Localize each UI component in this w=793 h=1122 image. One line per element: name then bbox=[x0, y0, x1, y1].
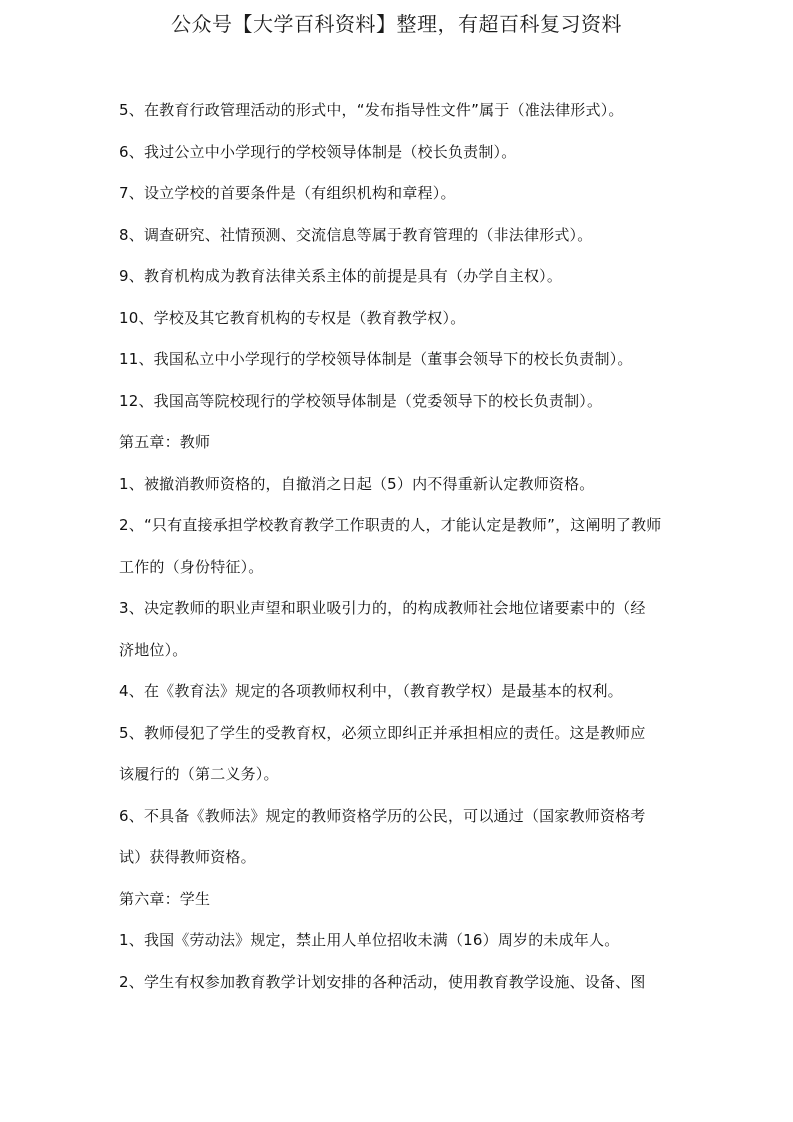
text-line: 6、我过公立中小学现行的学校领导体制是（校长负责制）。 bbox=[119, 142, 517, 161]
section-heading: 第五章：教师 bbox=[119, 433, 211, 451]
text-line: 9、教育机构成为教育法律关系主体的前提是具有（办学自主权）。 bbox=[119, 267, 563, 285]
page-header-title: 公众号【大学百科资料】整理，有超百科复习资料 bbox=[171, 12, 622, 36]
section-heading: 第六章：学生 bbox=[119, 889, 211, 908]
text-line: 5、教师侵犯了学生的受教育权，必须立即纠正并承担相应的责任。这是教师应 bbox=[119, 723, 646, 742]
text-line: 2、学生有权参加教育教学计划安排的各种活动，使用教育教学设施、设备、图 bbox=[119, 972, 646, 991]
text-line: 6、不具备《教师法》规定的教师资格学历的公民，可以通过（国家教师资格考 bbox=[119, 806, 646, 825]
text-line: 工作的（身份特征）。 bbox=[119, 557, 264, 576]
text-line: 2、“只有直接承担学校教育教学工作职责的人，才能认定是教师”，这阐明了教师 bbox=[119, 516, 662, 534]
text-line: 12、我国高等院校现行的学校领导体制是（党委领导下的校长负责制）。 bbox=[119, 391, 603, 410]
text-line: 8、调查研究、社情预测、交流信息等属于教育管理的（非法律形式）。 bbox=[119, 225, 593, 244]
text-line: 1、被撤消教师资格的，自撤消之日起（5）内不得重新认定教师资格。 bbox=[119, 474, 595, 493]
text-line: 7、设立学校的首要条件是（有组织机构和章程）。 bbox=[119, 184, 456, 202]
text-line: 该履行的（第二义务）。 bbox=[119, 765, 279, 783]
text-line: 5、在教育行政管理活动的形式中，“发布指导性文件”属于（准法律形式）。 bbox=[119, 101, 624, 119]
text-line: 3、决定教师的职业声望和职业吸引力的，的构成教师社会地位诸要素中的（经 bbox=[119, 599, 646, 617]
text-line: 4、在《教育法》规定的各项教师权利中，（教育教学权）是最基本的权利。 bbox=[119, 682, 623, 700]
text-line: 1、我国《劳动法》规定，禁止用人单位招收未满（16）周岁的未成年人。 bbox=[119, 931, 620, 949]
document-body bbox=[119, 90, 679, 1003]
text-line: 10、学校及其它教育机构的专权是（教育教学权）。 bbox=[119, 308, 466, 327]
text-line: 11、我国私立中小学现行的学校领导体制是（董事会领导下的校长负责制）。 bbox=[119, 350, 633, 368]
text-line: 试）获得教师资格。 bbox=[119, 848, 256, 866]
text-line: 济地位）。 bbox=[119, 640, 188, 659]
